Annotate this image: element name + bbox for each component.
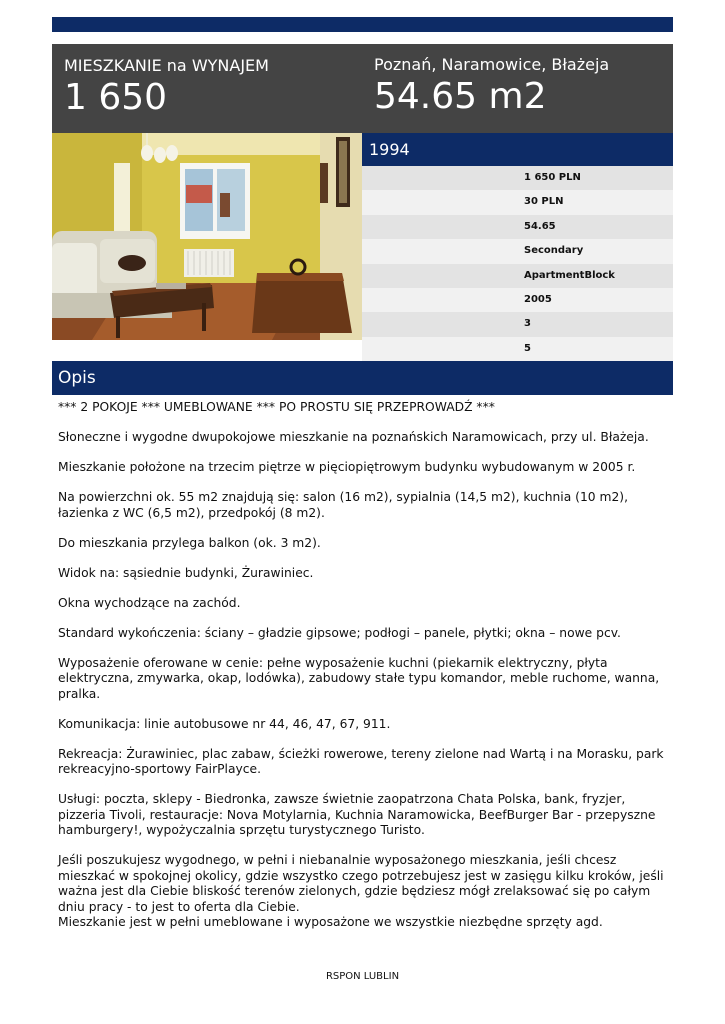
listing-location: Poznań, Naramowice, Błażeja — [374, 55, 610, 74]
description-paragraph: Standard wykończenia: ściany – gładzie gipsowe; podłogi – panele, płytki; okna – nowe pcv. — [58, 625, 621, 640]
listing-header — [52, 44, 673, 133]
description-paragraph: Usługi: poczta, sklepy - Biedronka, zawsze świetnie zaopatrzona Chata Polska, bank, fryzjer, pizzeria Tivoli, restauracje: Nova Motylarnia, Kuchnia Naramowicka, BeefBurger Bar - przepyszne hamburgery!, wypożyczalnia sprzętu turystycznego Turisto. — [58, 792, 656, 837]
detail-row: 54.65 — [362, 215, 673, 239]
listing-type: MIESZKANIE na WYNAJEM — [64, 56, 269, 75]
details-table — [362, 166, 673, 361]
detail-row: ApartmentBlock — [362, 264, 673, 288]
year-label: 1994 — [369, 140, 410, 159]
living-room-illustration — [52, 133, 362, 340]
description-paragraph: Mieszkanie jest w pełni umeblowane i wyposażone we wszystkie niezbędne sprzęty agd. — [58, 915, 603, 929]
detail-row: 5 — [362, 337, 673, 361]
description-paragraph: Okna wychodzące na zachód. — [58, 595, 241, 610]
description — [58, 400, 670, 945]
description-paragraph: Słoneczne i wygodne dwupokojowe mieszkanie na poznańskich Naramowicach, przy ul. Błażeja. — [58, 430, 649, 444]
detail-row: Secondary — [362, 239, 673, 263]
description-paragraph: *** 2 POKOJE *** UMEBLOWANE *** PO PROSTU SIĘ PRZEPROWADŹ *** — [58, 400, 495, 414]
section-title: Opis — [58, 368, 96, 388]
detail-row: 2005 — [362, 288, 673, 312]
description-paragraph: Mieszkanie położone na trzecim piętrze w pięciopiętrowym budynku wybudowanym w 2005 r. — [58, 460, 636, 474]
description-paragraph: Do mieszkania przylega balkon (ok. 3 m2). — [58, 535, 321, 550]
footer-agency: RSPON LUBLIN — [325, 971, 400, 982]
description-paragraph: Rekreacja: Żurawiniec, plac zabaw, ścieżki rowerowe, tereny zielone nad Wartą i na Morasku, park rekreacyjno-sportowy FairPlayce. — [58, 746, 664, 776]
living-room-photo — [52, 133, 362, 340]
detail-row: 1 650 PLN — [362, 166, 673, 190]
header-left — [64, 56, 269, 118]
listing-area: 54.65 m2 — [374, 76, 547, 117]
description-paragraph: Komunikacja: linie autobusowe nr 44, 46, 47, 67, 911. — [58, 716, 391, 731]
description-paragraph: Wyposażenie oferowane w cenie: pełne wyposażenie kuchni (piekarnik elektryczny, płyta elektryczna, zmywarka, okap, lodówka), zabudowy stałe typu komandor, meble ruchome, wanna, pralka. — [58, 655, 660, 701]
description-paragraph: Jeśli poszukujesz wygodnego, w pełni i niebanalnie wyposażonego mieszkania, jeśli chcesz mieszkać w spokojnej okolicy, gdzie wszystko czego potrzebujesz jest w zasięgu kilku kroków, jeśli ważna jest dla Ciebie bliskość terenów zielonych, gdzie będziesz mógł zrelaksować się po całym dniu pracy - to jest to oferta dla Ciebie. — [58, 853, 664, 914]
detail-row: 30 PLN — [362, 190, 673, 214]
section-title-bar — [52, 361, 673, 395]
top-accent-bar — [52, 17, 673, 32]
header-right — [374, 55, 609, 117]
detail-row: 3 — [362, 312, 673, 336]
description-paragraph: Widok na: sąsiednie budynki, Żurawiniec. — [58, 565, 314, 580]
description-paragraph: Na powierzchni ok. 55 m2 znajdują się: salon (16 m2), sypialnia (14,5 m2), kuchnia (10 m2), łazienka z WC (6,5 m2), przedpokój (8 m2). — [58, 490, 629, 520]
listing-price: 1 650 — [64, 77, 168, 118]
year-bar — [362, 133, 673, 166]
